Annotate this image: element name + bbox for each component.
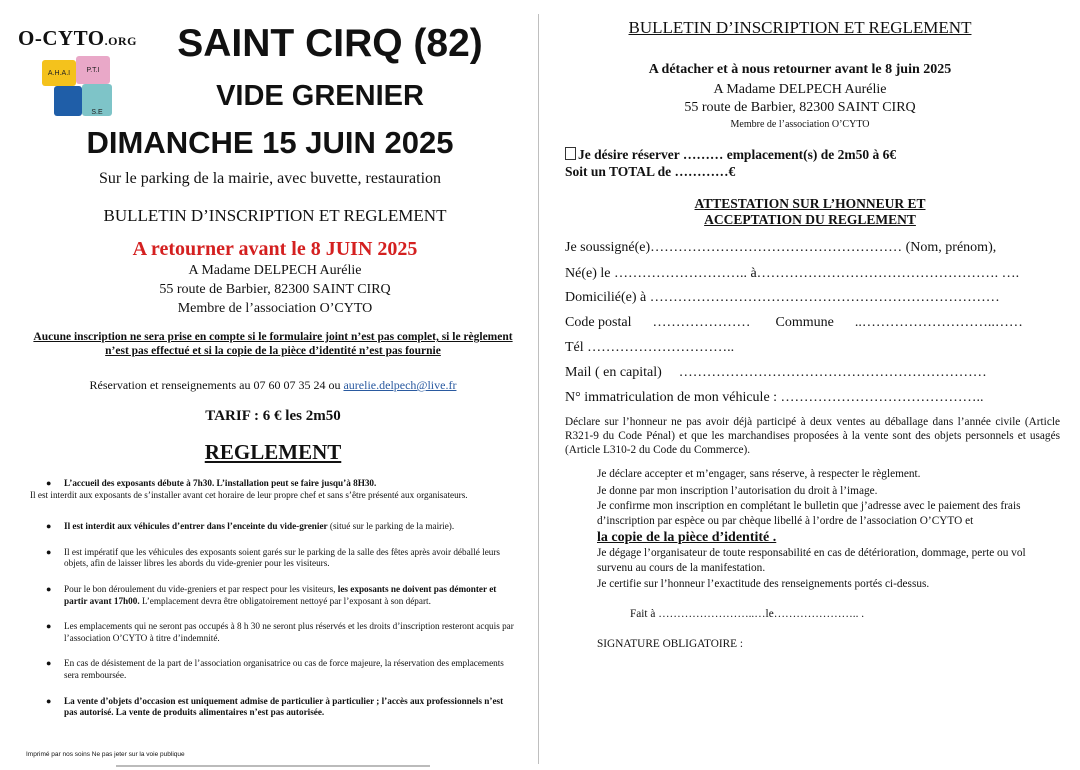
honor-declaration: Déclare sur l’honneur ne pas avoir déjà participé à deux ventes au déballage dans l’année civile (Article R321-9 du Code Pénal) et que les marchandises proposées à la vente sont des objets personnels et usagés (Article L310-2 du Code du Commerce). — [565, 416, 1060, 456]
event-town-title: SAINT CIRQ (82) — [177, 22, 483, 65]
reglement-heading: REGLEMENT — [204, 440, 342, 464]
event-place: Sur le parking de la mairie, avec buvette, restauration — [98, 170, 442, 187]
commit-line: Je dégage l’organisateur de toute responsabilité en cas de détérioration, dommage, perte ou vol survenu au cours de la manifestation. — [597, 547, 1026, 574]
mail-row — [565, 365, 1035, 381]
rule-item: ● Il est interdit aux véhicules d’entrer dans l’enceinte du vide-grenier (situé sur le parking de la mairie). — [46, 521, 455, 532]
detach-instruction: A détacher et à nous retourner avant le 8 juin 2025 — [648, 62, 952, 77]
attestation-heading: ATTESTATION SUR L’HONNEUR ET ACCEPTATION DU REGLEMENT — [694, 196, 926, 227]
name-field[interactable]: Je soussigné(e)……………………………………………… (Nom, prénom), — [565, 240, 997, 255]
puzzle-teal-icon: S.E — [82, 84, 112, 116]
checkbox-icon[interactable] — [565, 147, 576, 160]
commit-line: Je confirme mon inscription en complétant le bulletin que j’adresse avec le paiement des frais d’inscription par espèce ou par chèque libellé à l’ordre de l’association O’CYTO et — [597, 500, 1021, 527]
left-address-member: Membre de l’association O’CYTO — [177, 301, 373, 316]
mail-label: Mail ( en capital) — [565, 365, 662, 380]
rule-item: ● Il est impératif que les véhicules des exposants soient garés sur le parking de la salle des fêtes après avoir déballé leurs objets, afin de laisser libres les abords du vide-grenier pour les visiteurs. — [46, 546, 501, 569]
plate-field[interactable]: N° immatriculation de mon véhicule : …………………………………….. — [565, 390, 984, 405]
footer-line — [116, 765, 430, 767]
column-divider — [538, 14, 539, 764]
place-date-field[interactable]: Fait à ……………………..…le………………….. . — [630, 608, 865, 620]
print-footer: Imprimé par nos soins Ne pas jeter sur la voie publique — [26, 751, 185, 758]
left-address-name: A Madame DELPECH Aurélie — [188, 263, 362, 278]
ocyto-logo — [12, 26, 147, 121]
logo-text: O-CYTO.ORG — [18, 26, 137, 50]
rule-item: ● La vente d’objets d’occasion est uniquement admise de particulier à particulier ; l’accès aux professionnels n’est pas autorisé. La vente de produits alimentaires n’est pas autorisée. — [46, 695, 504, 718]
reserve-line[interactable]: Je désire réserver ……… emplacement(s) de 2m50 à 6€ — [565, 146, 1035, 163]
event-date: DIMANCHE 15 JUIN 2025 — [86, 125, 454, 160]
postal-code-label: Code postal — [565, 315, 632, 330]
birth-field[interactable]: Né(e) le ……………………….. à……………………………………………. …. — [565, 266, 1020, 281]
mail-field[interactable]: ………………………………………………………… — [678, 365, 987, 380]
rule-item: ● Pour le bon déroulement du vide-greniers et par respect pour les visiteurs, les exposants ne doivent pas démonter et partir avant 17h00. L’emplacement devra être obligatoirement nettoyé par l’exposant à son départ. — [46, 583, 497, 606]
address-field[interactable]: Domicilié(e) à ………………………………………………………………… — [565, 290, 1000, 305]
commit-line: Je certifie sur l’honneur l’exactitude des renseignements portés ci-dessus. — [597, 578, 930, 590]
event-type-title: VIDE GRENIER — [216, 80, 424, 112]
commit-line: Je déclare accepter et m’engager, sans réserve, à respecter le règlement. — [597, 468, 921, 480]
left-bulletin-title: BULLETIN D’INSCRIPTION ET REGLEMENT — [103, 206, 447, 225]
reservation-info: Réservation et renseignements au 07 60 07 35 24 ou aurelie.delpech@live.fr — [89, 378, 457, 392]
right-address-member: Membre de l’association O’CYTO — [730, 119, 870, 130]
right-address-street: 55 route de Barbier, 82300 SAINT CIRQ — [684, 100, 916, 115]
postal-commune-row — [565, 315, 1035, 331]
right-address-name: A Madame DELPECH Aurélie — [713, 82, 887, 97]
puzzle-pink-icon: P.T.I — [76, 56, 110, 84]
puzzle-blue-icon — [54, 86, 82, 116]
right-bulletin-title: BULLETIN D’INSCRIPTION ET REGLEMENT — [628, 18, 972, 37]
rule-item: ● L’accueil des exposants débute à 7h30. L’installation peut se faire jusqu’à 8H30. Il est interdit aux exposants de s’installer avant cet horaire de leur propre chef et sans s’être présenté aux organisateurs. — [30, 478, 468, 500]
puzzle-yellow-icon: A.H.A.I — [42, 60, 76, 86]
postal-code-field[interactable]: ………………… — [652, 315, 751, 330]
rule-item: ● En cas de désistement de la part de l’association organisatrice ou cas de force majeure, la réservation des emplacements sera remboursée. — [46, 658, 504, 680]
phone-field[interactable]: Tél ………………………….. — [565, 340, 735, 355]
left-address-street: 55 route de Barbier, 82300 SAINT CIRQ — [159, 282, 391, 297]
signature-label: SIGNATURE OBLIGATOIRE : — [597, 638, 744, 650]
return-deadline: A retourner avant le 8 JUIN 2025 — [132, 238, 418, 260]
id-copy-note: la copie de la pièce d’identité . — [597, 530, 777, 545]
reservation-form — [565, 146, 1035, 180]
email-link[interactable]: aurelie.delpech@live.fr — [343, 378, 457, 392]
rule-item: ● Les emplacements qui ne seront pas occupés à 8 h 30 ne seront plus réservés et les droits d’inscription resteront acquis par l’association O’CYTO à titre d’indemnité. — [46, 621, 514, 643]
registration-warning: Aucune inscription ne sera prise en compte si le formulaire joint n’est pas complet, si le règlement n’est pas effectué et si la copie de la pièce d’identité n’est pas fournie — [33, 331, 513, 357]
total-line[interactable]: Soit un TOTAL de …………€ — [565, 164, 736, 179]
commune-field[interactable]: ..………………………..…… — [854, 315, 1023, 330]
rules-list — [30, 478, 518, 727]
commune-label: Commune — [775, 315, 834, 330]
commit-line: Je donne par mon inscription l’autorisation du droit à l’image. — [597, 484, 878, 497]
commitments — [597, 466, 1057, 593]
price-tarif: TARIF : 6 € les 2m50 — [205, 408, 341, 424]
